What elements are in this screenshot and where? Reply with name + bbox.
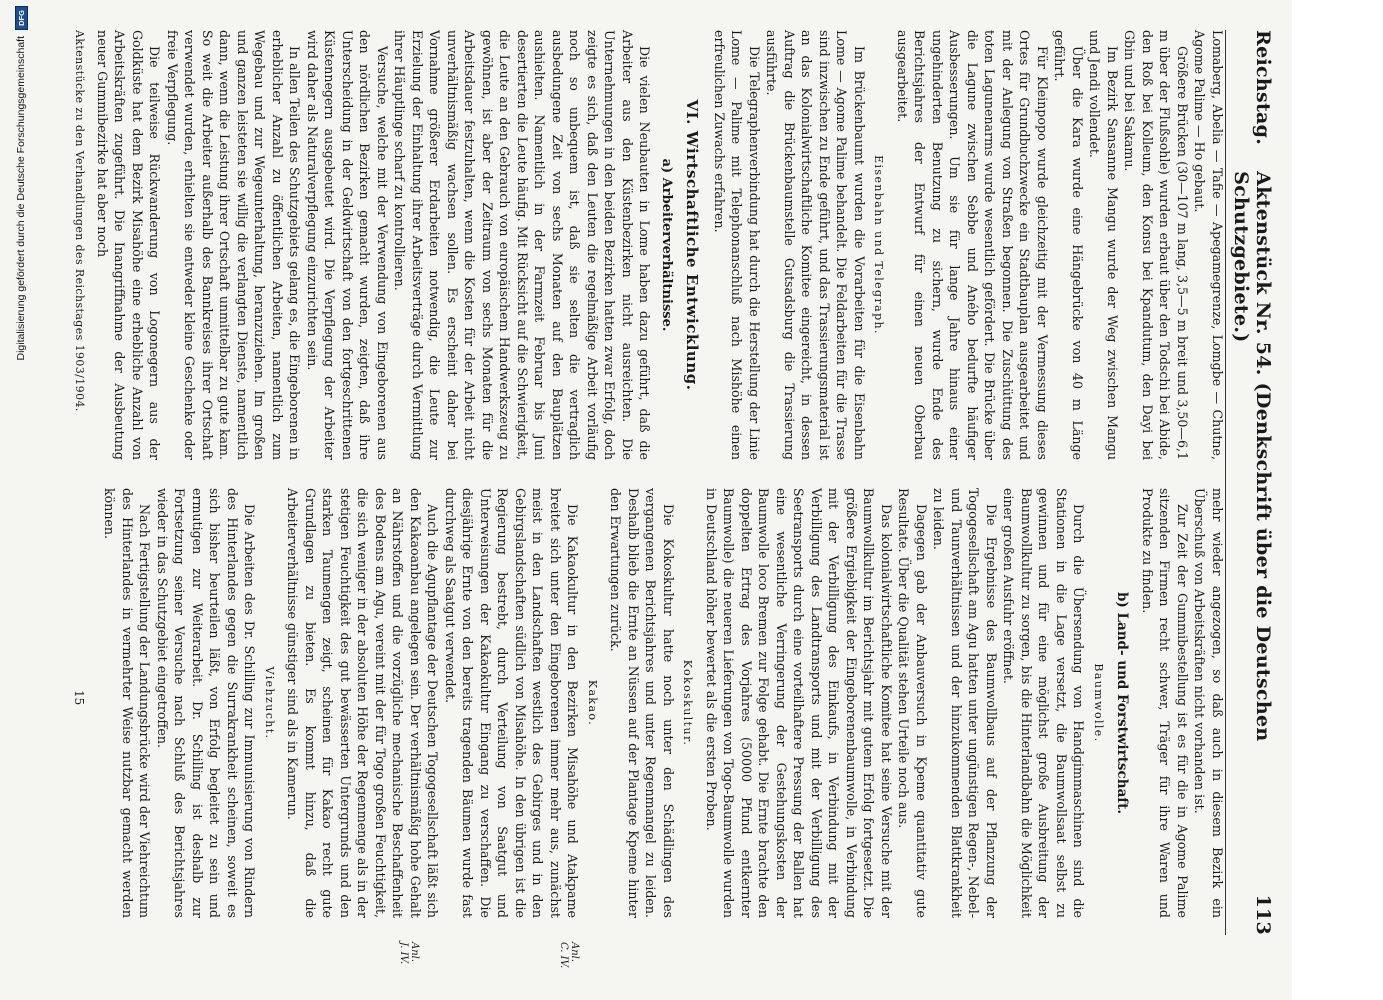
section-number: VI. — [683, 99, 701, 125]
heading-railway: Eisenbahn und Telegraph. — [872, 155, 885, 335]
paragraph: Versuche, welche mit der Verwendung von Eingeborenen aus den nördlichen Bezirken gemacht wurden, zeigten, daß ihre Unterscheidung in der Geldwirtschaft von den fortgeschrittenen Küstennegern ausgebeutet wird. Die Verpflegung der Arbeiter wird daher als Naturalverpflegung einzurichten sein. — [304, 30, 390, 460]
paragraph: Größere Brücken (30—107 m lang, 3,5—5 m breit und 3,50—6,1 m über der Flußsohle) wurden erbaut über den Todschi bei Abide, den Roß bei Kolleum, den Konsu bei Kpandutum, den Dayi bei Gbin und bei Sakamu. — [1122, 30, 1190, 460]
margin-note-line: J. IV. — [397, 942, 409, 965]
subsection-heading-labour: a) Arbeiterverhältnisse. — [658, 158, 674, 332]
paragraph: mehr wieder angezogen, so daß auch in diesem Bezirk ein Überschuß von Arbeitskräften nicht vorhanden ist. — [1192, 488, 1225, 918]
running-head-title: Aktenstück Nr. 54. (Denkschrift über die Deutschen Schutzgebiete.) — [1229, 171, 1274, 742]
credit-text: Digitalisierung gefördert durch die Deutsche Forschungsgemeinschaft — [15, 36, 27, 361]
margin-note — [558, 942, 580, 968]
paragraph: Nach Fertigstellung der Landungsbrücke wird der Viehreichtum des Hinterlandes in vermehrter Weise nutzbar gemacht werden können. — [102, 488, 152, 918]
right-column — [101, 488, 1226, 918]
paragraph: Die Arbeiten des Dr. Schilling zur Immunisierung von Rindern des Hinterlandes gegen die Surrakrankheit scheinen, soweit es sich bisher beurteilen läßt, von Erfolg begleitet zu sein und ermutigen zur Weiterarbeit. Dr. Schilling ist deshalb zur Fortsetzung seiner Versuche nach Schluß des Berichtsjahres wieder in das Schutzgebiet eingetroffen. — [154, 488, 257, 918]
paragraph: Lomaberg, Abelia — Tafie — Apegamegrenze, Lomgbe — Chutne, Agome Palime — Ho gebaut. — [1192, 30, 1225, 460]
margin-note — [398, 942, 420, 964]
running-head-left: Reichstag. — [1251, 30, 1274, 146]
paragraph: Die teilweise Rückwanderung von Logonegern aus der Goldküste hat dem Bezirk Misahöhe eine erhebliche Anzahl von Arbeitskräften zugeführt. Die Inangriffnahme der Ausbeutung neuer Gummibezirke hat aber noch — [94, 30, 162, 460]
paragraph: Das kolonialwirtschaftliche Komitee hat seine Versuche mit der Baumwollkultur im Berichtsjahr mit gutem Erfolg fortgesetzt. Die größere Ergiebigkeit der Eingeborenenbaumwolle, in Verbindung mit der Verbilligung des Einkaufs, in Verbindung mit der Verbilligung des Landtransports und mit der Verbilligung des Seetransports durch eine vorteilhaftere Pressung der Ballen hat eine wesentliche Verringerung der Gestehungskosten der Baumwolle loco Bremen zur Folge gehabt. Die Ernte brachte den doppelten Ertrag des Vorjahres (50000 Pfund entkernter Baumwolle) die neueren Lieferungen von Togo-Baumwolle wurden in Deutschland höher bewertet als die ersten Proben. — [703, 488, 894, 918]
paragraph: Die vielen Neubauten in Lome haben dazu geführt, daß die Arbeiter aus den Küstenbezirken nicht ausreichten. Die Unternehmungen in den beiden Bezirken hatten zwar Erfolg, doch zeigte es sich, daß den Leuten die regelmäßige Arbeit vorläufig noch so unbequem ist, daß sie selten die vertraglich ausbedungene Zeit von sechs Monaten auf den Bauplätzen aushielten. Namentlich in der Farmzeit Februar bis Juni desertierten die Leute häufig. Mit Rücksicht auf die Schwierigkeit, die Leute an den Gebrauch von europäischem Handwerkszeug zu gewöhnen, ist aber der Zeitraum von sechs Monaten für die Arbeitsdauer festzuhalten, wenn die Kosten für der Arbeit nicht unverhältnismäßig wachsen sollen. Es erscheint daher bei Vornahme größerer Erdarbeiten notwendig, die Leute zur Erzielung der Einhaltung ihrer Arbeitsverträge durch Vermittlung ihrer Häuptlinge scharf zu kontrollieren. — [392, 30, 652, 460]
heading-cattle: Viehzucht. — [262, 666, 276, 740]
heading-cotton: Baumwolle. — [1091, 663, 1105, 743]
heading-coconut: Kokoskultur. — [681, 659, 694, 747]
paragraph: Auch die Agupflantage der Deutschen Togogesellschaft läßt sich den Kakaoanbau angelegen sein. Der verhältnismäßig hohe Gehalt an Nährstoffen und die vorzügliche mechanische Beschaffenheit des Bodens am Agu, vereint mit der für Togo großen Feuchtigkeit, die sich weniger in der absoluten Höhe der Regenmenge als in der stetigen Feuchtigkeit des gut bewässerten Untergrunds und den starken Taumengen zeigt, scheinen für Kakao recht gute Grundlagen zu bieten. Es kommt hinzu, daß die Arbeiterverhältnisse günstiger sind als in Kamerun. — [285, 488, 440, 918]
margin-note-line: Anl. — [408, 942, 420, 963]
paragraph: Über die Kara wurde eine Hängebrücke von 40 m Länge geführt. — [1052, 30, 1085, 460]
paragraph: Für Kleinpopo wurde gleichzeitig mit der Vermessung dieses Ortes für Grundbuchzwecke ein Stadtbauplan ausgearbeitet und mit der Anlegung von Straßen begonnen. Die Zuschüttung des toten Lagunenarms wurde wesentlich gefördert. Die Brücke über die Lagune zwischen Sebbe und Aného bedurfte häufiger Ausbesserungen. Um sie für lange Jahre hinaus einer ungehinderten Benutzung zu sichern, wurde Ende des Berichtsjahres der Entwurf für einen neuen Oberbau ausgearbeitet. — [894, 30, 1050, 460]
paragraph: Zur Zeit der Gummibestellung ist es für die in Agome Palime sitzenden Firmen recht schwer, Träger für ihre Waren und Produkte zu finden. — [1139, 488, 1190, 918]
section-title: Wirtschaftliche Entwicklung. — [683, 130, 701, 391]
footer-source: Aktenstücke zu den Verhandlungen des Reichstages 1903/1904. — [72, 30, 86, 412]
paragraph: Dagegen gab der Anbauversuch in Kpeme quantitativ gute Resultate. Über die Qualität stehen Urteile noch aus. — [896, 488, 929, 918]
dfg-logo-icon: DFG — [15, 6, 28, 30]
left-column — [93, 30, 1226, 460]
paragraph: Durch die Übersendung von Handgimmaschinen sind die Stationen in die Lage versetzt, die Baumwollsaat selbst zu gewinnen und für eine möglichst große Ausbreitung der Baumwollkultur zu sorgen, bis die Hinterlandbahn die Möglichkeit einer großen Ausfuhr eröffnet. — [1001, 488, 1086, 918]
paragraph: Im Bezirk Sansanne Mangu wurde der Weg zwischen Mangu und Jendi vollendet. — [1087, 30, 1120, 460]
paragraph: Im Brückenbaumt wurden die Vorarbeiten für die Eisenbahn Lome — Agome Palime behandelt. Die Feldarbeiten für die Trasse sind inzwischen zu Ende geführt, und das Trassierungsmaterial ist an das Kolonialwirtschaftliche Komitee eingereicht, in dessen Auftrag die Brückenbaumstelle Gutsadsburg die Trassierung ausführte. — [764, 30, 867, 460]
paragraph: Die Kokoskultur hatte noch unter den Schädlingen des vergangenen Berichtsjahres und unter Regenmangel zu leiden. Deshalb blieb die Ernte an Nüssen auf der Plantage Kpeme hinter den Erwartungen zurück. — [608, 488, 676, 918]
digitization-credit — [8, 0, 34, 1000]
paragraph: In allen Teilen des Schutzgebiets gelang es, die Eingeborenen in erheblicher Anzahl zu öffentlichen Arbeiten, namentlich zum Wegebau und zur Wegeunterhaltung, heranzuziehen. Im großen und ganzen leisteten sie willig die verlangten Dienste, namentlich dann, wenn die Leistung ihrer Ortschaft unmittelbar zu gute kam. So weit die Arbeiter außerhalb des Bannkreises ihrer Ortschaft verwendet wurden, erhielten sie entweder kleine Geschenke oder freie Verpflegung. — [164, 30, 302, 460]
margin-note-line: C. IV. — [557, 942, 569, 969]
page-number: 113 — [1251, 894, 1274, 935]
section-heading — [683, 30, 701, 460]
running-head — [1225, 30, 1274, 935]
paragraph: Die Kakaokultur in den Bezirken Misahöhe und Atakpame breitet sich unter den Eingeborenen immer mehr aus, zunächst meist in den Landschaften westlich des Gebirges und in den Gebirgslandschaften südlich von Misahöhe. In den übrigen ist die Regierung bestrebt, durch Verteilung von Saatgut und Unterweisungen der Kakaokultur Eingang zu verschaffen. Die diesjährige Ernte von den bereits tragenden Bäumen wurde fast durchweg als Saatgut verwendet. — [442, 488, 580, 918]
margin-note-line: Anl. — [568, 942, 580, 963]
subsection-heading-agriculture: b) Land- und Forstwirtschaft. — [1114, 591, 1130, 815]
paragraph: Die Telegraphenverbindung hat durch die Herstellung der Linie Lome — Palime mit Telephonanschluß nach Mishöhe einen erfreulichen Zuwachs erfahren. — [711, 30, 762, 460]
paragraph: Die Ergebnisse des Baumwollbaus auf der Pflanzung der Togogesellschaft am Agu hatten unter ungünstigen Regen-, Nebel- und Taunverhältnissen und der hinzukommenden Blattkrankheit zu leiden. — [931, 488, 999, 918]
folio-number: 15 — [71, 690, 86, 706]
heading-cocoa: Kakao. — [585, 679, 599, 727]
